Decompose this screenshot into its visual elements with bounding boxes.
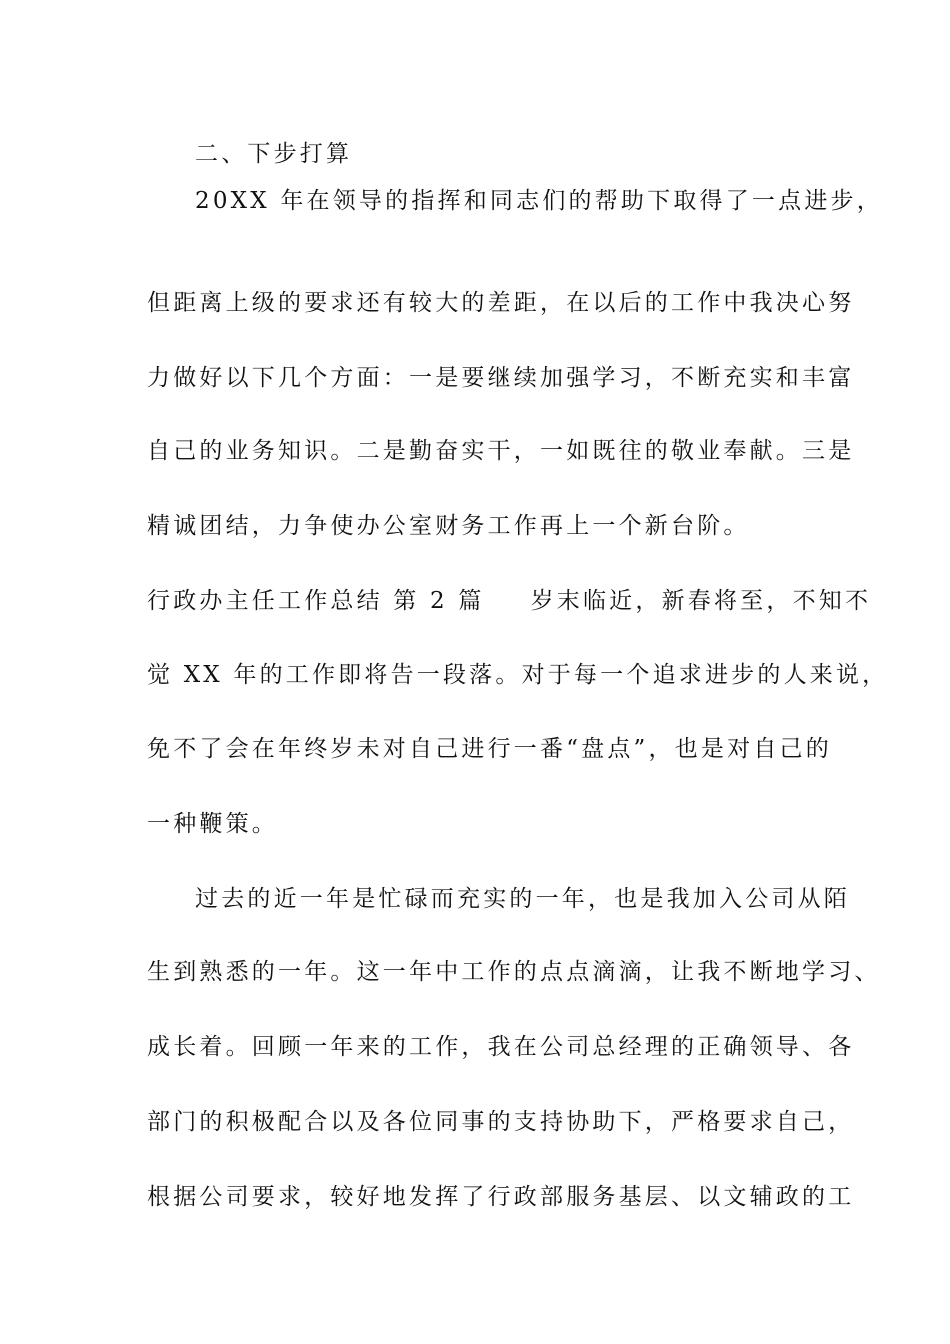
paragraph-line: 根据公司要求，较好地发挥了行政部服务基层、以文辅政的工: [147, 1184, 855, 1210]
paragraph-line: 成长着。回顾一年来的工作，我在公司总经理的正确领导、各: [147, 1034, 855, 1060]
section-heading: 二、下步打算: [195, 141, 353, 167]
paragraph-line: 力做好以下几个方面：一是要继续加强学习，不断充实和丰富: [147, 365, 855, 391]
paragraph-line: 一种鞭策。: [147, 811, 278, 837]
article-title: 行政办主任工作总结 第 2 篇: [147, 588, 485, 614]
paragraph-line: 精诚团结，力争使办公室财务工作再上一个新台阶。: [147, 513, 750, 539]
paragraph-line: 觉 XX 年的工作即将告一段落。对于每一个追求进步的人来说，: [147, 662, 889, 688]
paragraph-line: 但距离上级的要求还有较大的差距，在以后的工作中我决心努: [147, 290, 855, 316]
paragraph-line: 生到熟悉的一年。这一年中工作的点点滴滴，让我不断地学习、: [147, 959, 881, 985]
paragraph-text: 岁末临近，新春将至，不知不: [530, 588, 872, 614]
paragraph-line: 部门的积极配合以及各位同事的支持协助下，严格要求自己，: [147, 1109, 855, 1135]
paragraph-line: 免不了会在年终岁未对自己进行一番“盘点”，也是对自己的: [147, 736, 832, 762]
paragraph-line: 过去的近一年是忙碌而充实的一年，也是我加入公司从陌: [195, 886, 850, 912]
paragraph-line: 自己的业务知识。二是勤奋实干，一如既往的敬业奉献。三是: [147, 438, 855, 464]
article-title-line: [147, 586, 871, 616]
paragraph-line: 20XX 年在领导的指挥和同志们的帮助下取得了一点进步，: [195, 188, 883, 214]
